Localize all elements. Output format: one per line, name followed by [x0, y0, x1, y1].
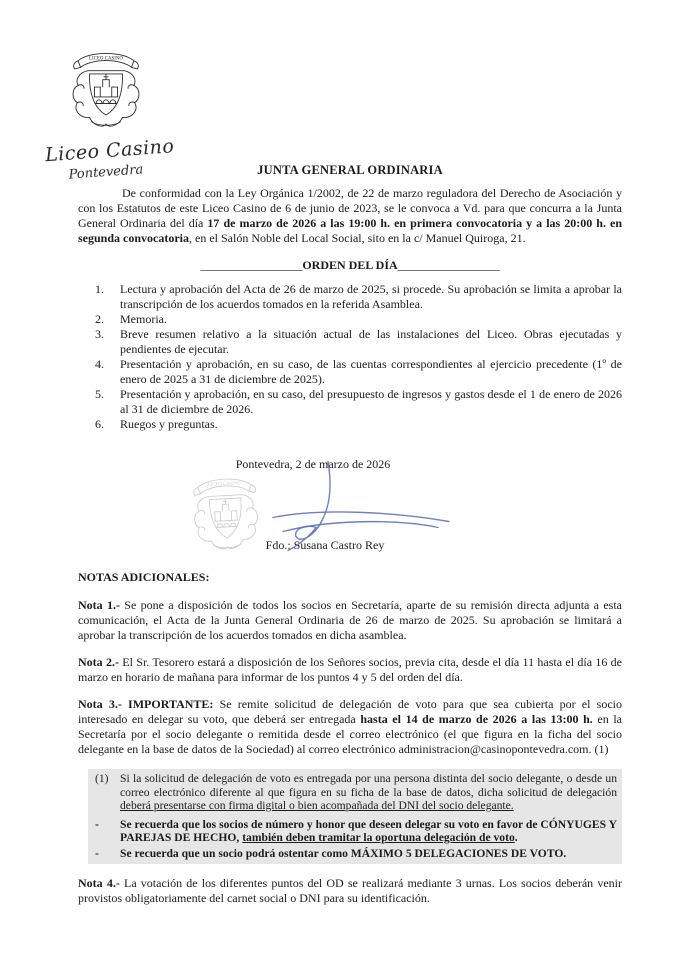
document-body	[78, 0, 622, 918]
footnote-text: Si la solicitud de delegación de voto es entregada por una persona distinta del socio delegante, o desde un correo electrónico diferente al que figura en su ficha de la base de datos, dicha solicitud de delegación	[120, 772, 617, 799]
note-2-label: Nota 2.-	[78, 655, 119, 669]
agenda-item-text: Ruegos y preguntas.	[120, 417, 218, 431]
agenda-list	[78, 282, 622, 432]
agenda-item-number: 6.	[95, 417, 104, 431]
note-4-paragraph	[78, 876, 622, 906]
footnote-item	[88, 772, 622, 813]
bullet-dash: -	[95, 817, 99, 831]
bullet-period: .	[514, 831, 518, 844]
highlighted-footnote-block	[88, 769, 622, 864]
note-3-text-2: en la Secretaría por el socio delegante o remitida desde el correo electrónico (el que figura en la ficha del socio delegante en la base de datos de la Sociedad) al correo electrónico administracion@casinopontevedra.com. (1)	[78, 712, 622, 756]
note-2-text: El Sr. Tesorero estará a disposición de los Señores socios, previa cita, desde el día 11 hasta el día 16 de marzo en horario de mañana para informar de los puntos 4 y 5 del orden del día.	[78, 655, 622, 684]
note-3-deadline-bold: hasta el 14 de marzo de 2026 a las 13:00 h.	[360, 712, 593, 726]
note-2-paragraph	[78, 655, 622, 685]
note-3-label: Nota 3.- IMPORTANTE:	[78, 697, 214, 711]
orden-del-dia-heading	[78, 258, 622, 273]
footnote-bullet	[88, 847, 622, 861]
note-4-label: Nota 4.-	[78, 876, 120, 890]
agenda-item-number: 1.	[95, 282, 104, 296]
agenda-item-number: 5.	[95, 387, 104, 401]
note-4-text: La votación de los diferentes puntos del OD se realizará mediante 3 urnas. Los socios deberán venir provistos obligatoriamente del carnet social o DNI para su identificación.	[78, 876, 622, 905]
agenda-item-text: Presentación y aprobación, en su caso, del presupuesto de ingresos y gastos desde el 1 de enero de 2026 al 31 de diciembre de 2026.	[120, 387, 622, 416]
note-1-label: Nota 1.-	[78, 598, 120, 612]
logo-city-script: Pontevedra	[68, 162, 144, 183]
page-title: JUNTA GENERAL ORDINARIA	[257, 163, 443, 177]
agenda-item-text: Memoria.	[120, 312, 167, 326]
agenda-item-text: Lectura y aprobación del Acta de 26 de marzo de 2025, si procede. Su aprobación se limita a aprobar la transcripción de los acuerdos tomados en la referida Asamblea.	[120, 282, 622, 311]
logo-name-script: Liceo Casino	[44, 135, 176, 167]
orden-del-dia-title: ORDEN DEL DÍA	[302, 258, 398, 272]
bullet-bold-text: Se recuerda que los socios de número y honor que deseen delegar su voto en favor de CÓNYUGES Y PAREJAS DE HECHO,	[120, 817, 617, 844]
signature-area	[78, 472, 622, 538]
intro-tail: , en el Salón Noble del Local Social, sito en la c/ Manuel Quiroga, 21.	[189, 231, 526, 245]
agenda-item	[78, 387, 622, 417]
bullet-bold-text: Se recuerda que un socio podrá ostentar como MÁXIMO 5 DELEGACIONES DE VOTO.	[120, 846, 567, 860]
agenda-item-number: 2.	[95, 312, 104, 326]
bullet-dash: -	[95, 846, 99, 860]
intro-bold-dates: 17 de marzo de 2026 a las 19:00 h. en primera convocatoria y a las 20:00 h. en segunda convocatoria	[78, 216, 622, 245]
note-3-paragraph	[78, 697, 622, 757]
agenda-item	[78, 327, 622, 357]
agenda-item	[78, 282, 622, 312]
signature-scribble-icon	[268, 458, 453, 558]
intro-lead: De conformidad con la Ley Orgánica 1/2002, de 22 de marzo reguladora del Derecho de Asociación y con los Estatutos de este Liceo Casino de 6 de junio de 2023, se le convoca a Vd. para que concurra a la Junta General Ordinaria del día	[78, 186, 622, 230]
note-1-text: Se pone a disposición de todos los socios en Secretaría, aparte de su remisión directa adjunta a esta comunicación, el Acta de la Junta General Ordinaria de 26 de marzo de 2025. Su aprobación se limitará a aprobar la transcripción de los acuerdos tomados en dicha asamblea.	[78, 598, 622, 642]
bullet-bold-underlined-text: también deben tramitar la oportuna delegación de voto	[242, 831, 515, 844]
intro-paragraph	[78, 186, 622, 246]
footnote-bullet	[88, 818, 622, 845]
agenda-item-text: Presentación y aprobación, en su caso, de las cuentas correspondientes al ejercicio precedente (1º de enero de 2025 a 31 de diciembre de 2025).	[120, 357, 622, 386]
place-date-line: Pontevedra, 2 de marzo de 2026	[235, 457, 391, 471]
note-3-text-1: Se remite solicitud de delegación de voto para que sea cubierta por el socio interesado en delegar su voto, que deberá ser entregada	[78, 697, 622, 726]
agenda-item-number: 3.	[95, 327, 104, 341]
underscore-rule-left: _________________	[200, 258, 303, 272]
agenda-item	[78, 312, 622, 327]
agenda-item	[78, 417, 622, 432]
signer-line: Fdo.: Susana Castro Rey	[265, 538, 385, 552]
note-1-paragraph	[78, 598, 622, 643]
underscore-rule-right: _________________	[397, 258, 500, 272]
agenda-item-text: Breve resumen relativo a la situación actual de las instalaciones del Liceo. Obras ejecutadas y pendientes de ejecutar.	[120, 327, 622, 356]
footnote-marker: (1)	[95, 772, 109, 785]
footnote-underlined-text: deberá presentarse con firma digital o bien acompañada del DNI del socio delegante.	[120, 799, 514, 812]
agenda-item	[78, 357, 622, 387]
agenda-item-number: 4.	[95, 357, 104, 371]
additional-notes-heading: NOTAS ADICIONALES:	[78, 570, 210, 584]
